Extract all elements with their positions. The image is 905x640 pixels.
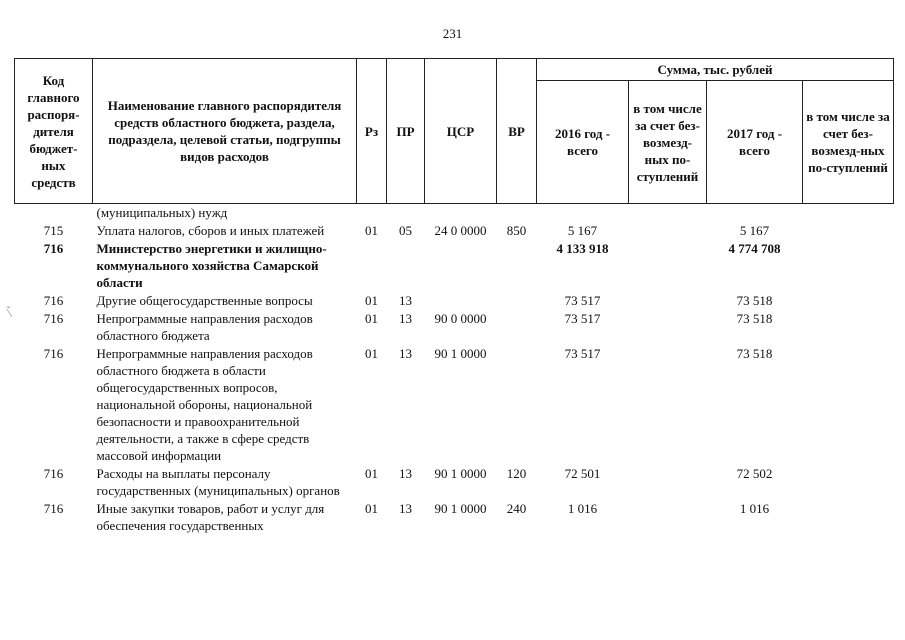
- cell-pr: 13: [399, 501, 412, 516]
- header-vr: ВР: [497, 59, 537, 204]
- cell-2016-total: [537, 204, 629, 223]
- header-csr: ЦСР: [425, 59, 497, 204]
- cell-2017-total: 73 518: [736, 311, 773, 326]
- cell-2017-total: [707, 204, 803, 223]
- table-row: [15, 310, 894, 345]
- cell-vr: 120: [506, 466, 527, 481]
- table-header: [15, 59, 894, 204]
- cell-pr: 13: [399, 293, 412, 308]
- cell-2017-free: [803, 345, 894, 465]
- cell-2016-free: [629, 345, 707, 465]
- cell-pr: 13: [399, 346, 412, 361]
- page-number: 231: [442, 26, 463, 41]
- cell-name: Уплата налогов, сборов и иных платежей: [96, 223, 325, 238]
- cell-code: 716: [43, 311, 64, 326]
- cell-csr: [425, 292, 497, 310]
- cell-name: Другие общегосударственные вопросы: [96, 293, 313, 308]
- cell-name: Министерство энергетики и жилищно-коммунального хозяйства Самарской области: [96, 241, 327, 290]
- cell-vr: 240: [506, 501, 527, 516]
- cell-2017-free: [803, 310, 894, 345]
- cell-2016-free: [629, 292, 707, 310]
- cell-2016-total: 73 517: [564, 346, 601, 361]
- cell-2017-total: 73 518: [736, 293, 773, 308]
- header-2016-total: 2016 год - всего: [537, 81, 629, 204]
- cell-rz: 01: [365, 501, 378, 516]
- cell-csr: 90 1 0000: [434, 501, 487, 516]
- cell-pr: 05: [399, 223, 412, 238]
- header-2016-free: в том числе за счет без-возмезд-ных по-ступлений: [629, 81, 707, 204]
- cell-2016-free: [629, 240, 707, 292]
- table-row: [15, 465, 894, 500]
- cell-rz: 01: [365, 346, 378, 361]
- cell-code: 716: [43, 293, 64, 308]
- cell-pr: 13: [399, 466, 412, 481]
- header-2017-total: 2017 год - всего: [707, 81, 803, 204]
- cell-rz: 01: [365, 311, 378, 326]
- table-row: [15, 345, 894, 465]
- cell-vr: [497, 310, 537, 345]
- cell-rz: 01: [365, 223, 378, 238]
- cell-2017-free: [803, 240, 894, 292]
- table-row: [15, 240, 894, 292]
- cell-2016-free: [629, 204, 707, 223]
- cell-name: Расходы на выплаты персоналу государственных (муниципальных) органов: [96, 466, 340, 498]
- cell-2017-free: [803, 222, 894, 240]
- cell-name: Иные закупки товаров, работ и услуг для обеспечения государственных: [96, 501, 325, 533]
- header-pr: ПР: [387, 59, 425, 204]
- cell-csr: 90 1 0000: [434, 346, 487, 361]
- cell-vr: [497, 292, 537, 310]
- cell-rz: [357, 240, 387, 292]
- cell-2017-total: 72 502: [736, 466, 773, 481]
- table-row: [15, 204, 894, 223]
- cell-csr: 90 0 0000: [434, 311, 487, 326]
- header-rz: Рз: [357, 59, 387, 204]
- cell-pr: [387, 204, 425, 223]
- cell-vr: 850: [506, 223, 527, 238]
- cell-2017-free: [803, 465, 894, 500]
- table-row: [15, 222, 894, 240]
- cell-2016-free: [629, 465, 707, 500]
- cell-csr: 24 0 0000: [434, 223, 487, 238]
- cell-2016-total: 4 133 918: [556, 241, 609, 256]
- table-row: [15, 500, 894, 535]
- table-row: [15, 292, 894, 310]
- cell-2016-free: [629, 500, 707, 535]
- cell-vr: [497, 240, 537, 292]
- cell-rz: 01: [365, 293, 378, 308]
- cell-csr: [425, 240, 497, 292]
- header-2017-free: в том числе за счет без-возмезд-ных по-ступлений: [803, 81, 894, 204]
- cell-2016-free: [629, 310, 707, 345]
- cell-vr: [497, 204, 537, 223]
- cell-code: 715: [43, 223, 64, 238]
- cell-2016-total: 72 501: [564, 466, 601, 481]
- header-code: Код главного распоря-дителя бюджет-ных средств: [15, 59, 93, 204]
- cell-2017-free: [803, 500, 894, 535]
- cell-2017-free: [803, 204, 894, 223]
- cell-code: 716: [43, 466, 64, 481]
- cell-csr: 90 1 0000: [434, 466, 487, 481]
- cell-2017-free: [803, 292, 894, 310]
- cell-name: Непрограммные направления расходов областного бюджета: [96, 311, 313, 343]
- cell-rz: 01: [365, 466, 378, 481]
- cell-name: (муниципальных) нужд: [96, 205, 228, 220]
- cell-2017-total: 73 518: [736, 346, 773, 361]
- cell-code: 716: [43, 346, 64, 361]
- cell-pr: 13: [399, 311, 412, 326]
- cell-2017-total: 5 167: [739, 223, 770, 238]
- cell-2016-total: 1 016: [567, 501, 598, 516]
- cell-csr: [425, 204, 497, 223]
- cell-code: 716: [43, 501, 64, 516]
- cell-code: 716: [43, 241, 64, 256]
- cell-rz: [357, 204, 387, 223]
- cell-pr: [387, 240, 425, 292]
- cell-code: [15, 204, 93, 223]
- margin-pen-mark: ⁄ ': [2, 304, 18, 317]
- cell-2016-total: 73 517: [564, 311, 601, 326]
- cell-2016-total: 73 517: [564, 293, 601, 308]
- budget-table: [14, 58, 894, 535]
- cell-2017-total: 1 016: [739, 501, 770, 516]
- cell-vr: [497, 345, 537, 465]
- cell-2017-total: 4 774 708: [728, 241, 781, 256]
- header-sum-group: Сумма, тыс. рублей: [537, 59, 894, 81]
- header-name: Наименование главного распорядителя средств областного бюджета, раздела, подраздела, целевой статьи, подгруппы видов расходов: [93, 59, 357, 204]
- cell-name: Непрограммные направления расходов областного бюджета в области общегосударственных вопросов, национальной обороны, национальной безопасности и правоохранительной деятельности, а также в сфере средств массовой информации: [96, 346, 313, 463]
- cell-2016-total: 5 167: [567, 223, 598, 238]
- cell-2016-free: [629, 222, 707, 240]
